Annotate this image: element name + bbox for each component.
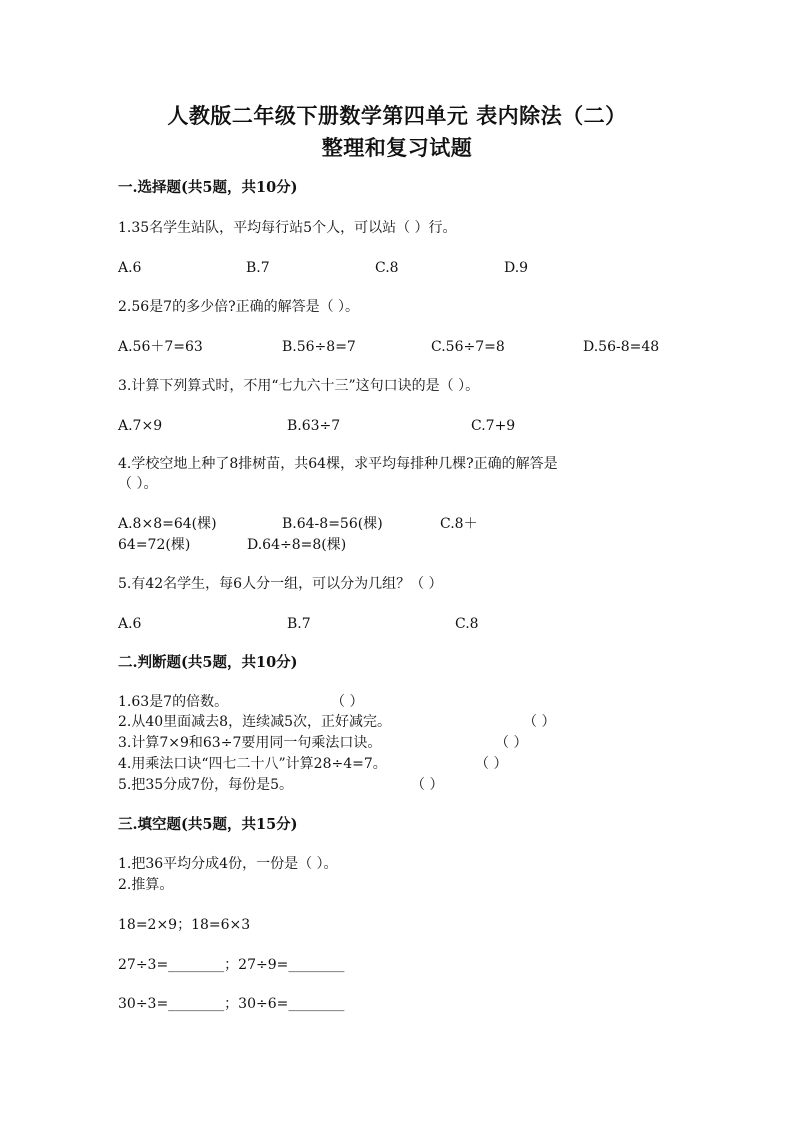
page-subtitle: 整理和复习试题: [321, 135, 473, 160]
judgment-item-1-blank: （ ）: [331, 694, 364, 710]
question-1-1: 1.35名学生站队，平均每行站5个人，可以站（ ）行。: [118, 220, 457, 236]
judgment-item-4-blank: （ ）: [475, 756, 508, 772]
q1-5-option-a: A.6: [118, 616, 142, 632]
fill-line-1: 27÷3=________；27÷9=________: [118, 957, 345, 973]
question-1-3: 3.计算下列算式时，不用“七九六十三”这句口诀的是（ ）。: [118, 378, 480, 394]
q1-1-option-d: D.9: [504, 260, 529, 276]
q1-2-option-a: A.56＋7=63: [118, 339, 203, 355]
judgment-item-4: 4.用乘法口诀“四七二十八”计算28÷4=7。: [118, 756, 387, 772]
judgment-item-2: 2.从40里面减去8，连续减5次，正好减完。: [118, 714, 391, 730]
fill-line-2: 30÷3=________；30÷6=________: [118, 996, 345, 1012]
judgment-item-5: 5.把35分成7份，每份是5。: [118, 777, 293, 793]
q1-1-option-c: C.8: [375, 260, 399, 276]
judgment-item-2-blank: （ ）: [523, 714, 556, 730]
question-1-4-line1: 4.学校空地上种了8排树苗，共64棵，求平均每排种几棵?正确的解答是: [118, 456, 558, 472]
q1-4-option-d: D.64÷8=8(棵): [247, 537, 347, 553]
q1-4-option-c: C.8＋: [440, 516, 478, 532]
judgment-item-3: 3.计算7×9和63÷7要用同一句乘法口诀。: [118, 735, 382, 751]
q1-2-option-c: C.56÷7=8: [431, 339, 505, 355]
page-title: 人教版二年级下册数学第四单元 表内除法（二）: [167, 103, 627, 128]
judgment-item-3-blank: （ ）: [495, 735, 528, 751]
q1-2-option-d: D.56-8=48: [583, 339, 660, 355]
q1-4-option-a: A.8×8=64(棵): [118, 516, 217, 532]
fill-example: 18=2×9；18=6×3: [118, 917, 251, 933]
q1-1-option-b: B.7: [246, 260, 270, 276]
judgment-item-5-blank: （ ）: [411, 777, 444, 793]
q1-4-option-b: B.64-8=56(棵): [282, 516, 383, 532]
section-heading-fill-in: 三.填空题(共5题，共15分): [118, 816, 298, 833]
q1-1-option-a: A.6: [118, 260, 142, 276]
fill-question-1: 1.把36平均分成4份，一份是（ ）。: [118, 856, 338, 872]
section-heading-judgment: 二.判断题(共5题，共10分): [118, 654, 298, 671]
q1-5-option-c: C.8: [455, 616, 479, 632]
judgment-item-1: 1.63是7的倍数。: [118, 694, 229, 710]
q1-5-option-b: B.7: [287, 616, 311, 632]
fill-question-2: 2.推算。: [118, 877, 174, 893]
section-heading-choice: 一.选择题(共5题，共10分): [118, 179, 298, 196]
q1-3-option-c: C.7+9: [471, 418, 516, 434]
q1-4-option-c-cont: 64=72(棵): [118, 537, 191, 553]
q1-2-option-b: B.56÷8=7: [282, 339, 356, 355]
question-1-4-line2: （ ）。: [118, 476, 158, 492]
question-1-2: 2.56是7的多少倍?正确的解答是（ ）。: [118, 299, 360, 315]
q1-3-option-b: B.63÷7: [287, 418, 341, 434]
question-1-5: 5.有42名学生，每6人分一组，可以分为几组？（ ）: [118, 576, 443, 592]
q1-3-option-a: A.7×9: [118, 418, 163, 434]
